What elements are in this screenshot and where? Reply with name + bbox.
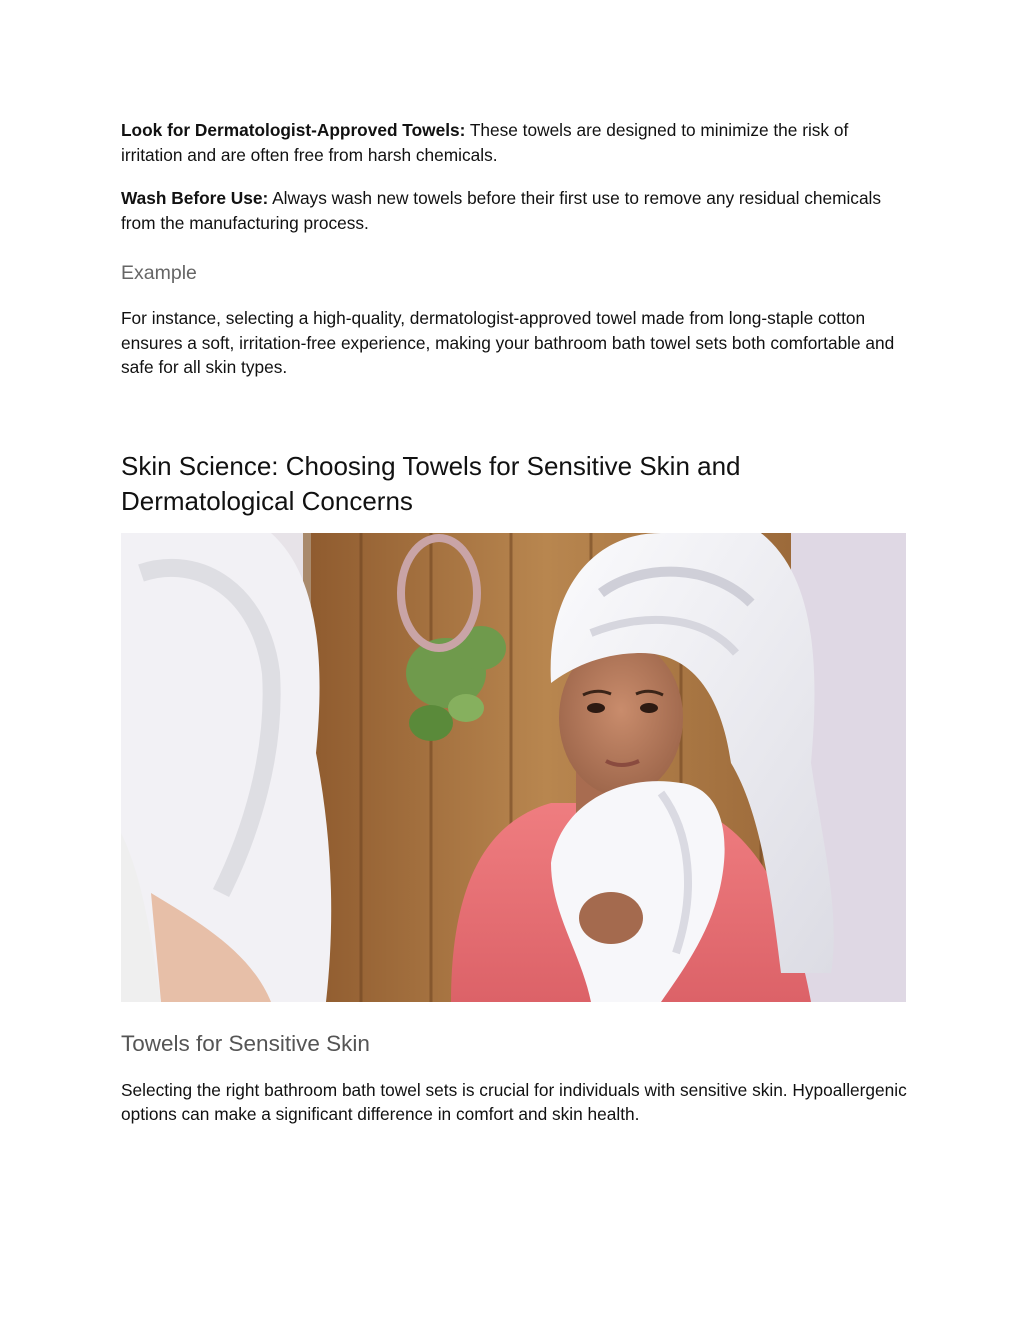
example-paragraph: For instance, selecting a high-quality, dermatologist-approved towel made from long-staple cotton ensures a soft, irritation-free experience, making your bathroom bath towel sets both comfortable and safe for all skin types. bbox=[121, 308, 895, 377]
document-page bbox=[121, 118, 911, 1127]
tip-title: Wash Before Use: bbox=[121, 188, 269, 208]
tip-text: Always wash new towels before their first use to remove any residual chemicals from the manufacturing process. bbox=[121, 188, 882, 233]
section-title: Skin Science: Choosing Towels for Sensitive Skin and Dermatological Concerns bbox=[121, 450, 741, 516]
tip-wash bbox=[121, 186, 911, 235]
sensitive-skin-paragraph: Selecting the right bathroom bath towel sets is crucial for individuals with sensitive skin. Hypoallergenic options can make a significant difference in comfort and skin health. bbox=[121, 1079, 907, 1124]
example-heading: Example bbox=[121, 262, 197, 284]
tip-dermatologist bbox=[121, 118, 911, 167]
tip-title: Look for Dermatologist-Approved Towels: bbox=[121, 120, 466, 140]
sensitive-skin-heading: Towels for Sensitive Skin bbox=[121, 1030, 370, 1056]
woman-towel-photo bbox=[121, 533, 906, 1002]
tip-text: These towels are designed to minimize the risk of irritation and are often free from harsh chemicals. bbox=[121, 120, 849, 165]
